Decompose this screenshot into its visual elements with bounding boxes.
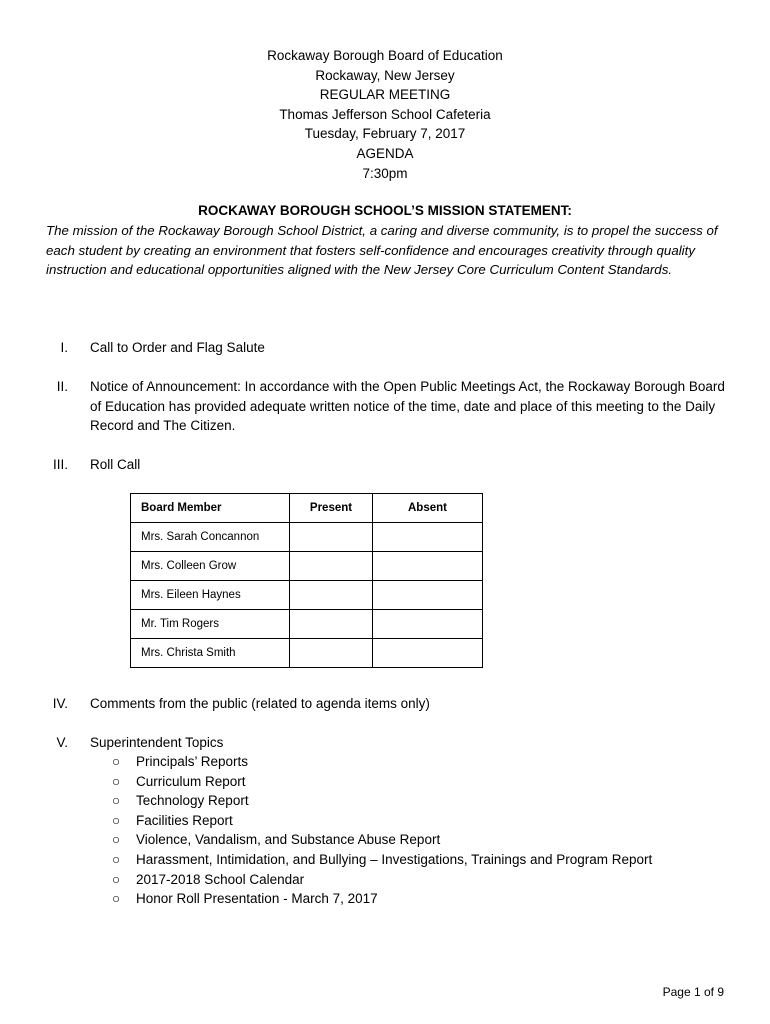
item-text: Comments from the public (related to agenda items only) (90, 696, 430, 711)
circle-bullet-icon: ○ (112, 793, 121, 809)
list-item (112, 772, 652, 792)
topic-text: Honor Roll Presentation - March 7, 2017 (136, 891, 378, 907)
item-number: I. (60, 340, 68, 355)
item-number: V. (56, 735, 68, 750)
table-row (131, 552, 483, 581)
absent-cell (373, 639, 483, 668)
topic-text: Principals’ Reports (136, 754, 249, 769)
meeting-type: REGULAR MEETING (319, 87, 451, 103)
member-name: Mrs. Colleen Grow (131, 552, 290, 581)
present-cell (290, 610, 373, 639)
doc-type: AGENDA (356, 145, 414, 161)
topic-text: Harassment, Intimidation, and Bullying – Investigations, Trainings and Program Report (136, 851, 653, 867)
mission-text: The mission of the Rockaway Borough School District, a caring and diverse community, is to propel the success of each student by creating an environment that fosters self-confidence and encourages creativity through quality instruction and educational opportunities aligned with the New Jersey Core Curriculum Content Standards. (46, 223, 718, 278)
circle-bullet-icon: ○ (112, 871, 121, 887)
superintendent-topics-list (112, 752, 652, 909)
circle-bullet-icon: ○ (112, 891, 121, 907)
absent-cell (373, 610, 483, 639)
list-item (112, 830, 652, 850)
absent-cell (373, 581, 483, 610)
topic-text: Violence, Vandalism, and Substance Abuse Report (136, 832, 441, 848)
present-cell (290, 552, 373, 581)
item-number: II. (56, 379, 68, 394)
meeting-time: 7:30pm (362, 165, 408, 181)
table-row (131, 610, 483, 639)
list-item (112, 889, 652, 909)
item-text: Notice of Announcement: In accordance with the Open Public Meetings Act, the Rockaway Borough Board of Education has provided adequate written notice of the time, date and place of this meeting to the Daily Record and The Citizen. (90, 379, 725, 434)
circle-bullet-icon: ○ (112, 812, 121, 828)
circle-bullet-icon: ○ (112, 754, 121, 769)
topic-text: Facilities Report (136, 812, 233, 828)
mission-title: ROCKAWAY BOROUGH SCHOOL’S MISSION STATEMENT: (198, 203, 572, 218)
item-number: III. (52, 457, 68, 472)
table-row (131, 581, 483, 610)
agenda-header (0, 46, 770, 183)
item-text: Superintendent Topics (90, 735, 224, 750)
list-item (112, 811, 652, 831)
meeting-date: Tuesday, February 7, 2017 (304, 126, 466, 142)
circle-bullet-icon: ○ (112, 851, 121, 867)
list-item (112, 850, 652, 870)
table-row (131, 523, 483, 552)
present-cell (290, 581, 373, 610)
absent-cell (373, 523, 483, 552)
header-board-member: Board Member (131, 494, 290, 523)
member-name: Mrs. Eileen Haynes (131, 581, 290, 610)
member-name: Mr. Tim Rogers (131, 610, 290, 639)
topic-text: Curriculum Report (136, 773, 246, 789)
header-present: Present (290, 494, 373, 523)
header-absent: Absent (373, 494, 483, 523)
org-name: Rockaway Borough Board of Education (267, 48, 503, 63)
table-row (131, 639, 483, 668)
table-header-row (131, 494, 483, 523)
circle-bullet-icon: ○ (112, 773, 121, 789)
list-item (112, 870, 652, 890)
present-cell (290, 639, 373, 668)
member-name: Mrs. Christa Smith (131, 639, 290, 668)
topic-text: Technology Report (136, 793, 249, 809)
item-number: IV. (52, 696, 68, 711)
circle-bullet-icon: ○ (112, 832, 121, 848)
list-item (112, 791, 652, 811)
absent-cell (373, 552, 483, 581)
topic-text: 2017-2018 School Calendar (136, 871, 305, 887)
venue: Thomas Jefferson School Cafeteria (279, 106, 491, 122)
item-text: Roll Call (90, 457, 141, 472)
page-number: Page 1 of 9 (662, 985, 724, 999)
present-cell (290, 523, 373, 552)
location: Rockaway, New Jersey (315, 67, 455, 83)
list-item (112, 752, 652, 772)
member-name: Mrs. Sarah Concannon (131, 523, 290, 552)
item-text: Call to Order and Flag Salute (90, 340, 265, 355)
roll-call-table (130, 493, 483, 668)
